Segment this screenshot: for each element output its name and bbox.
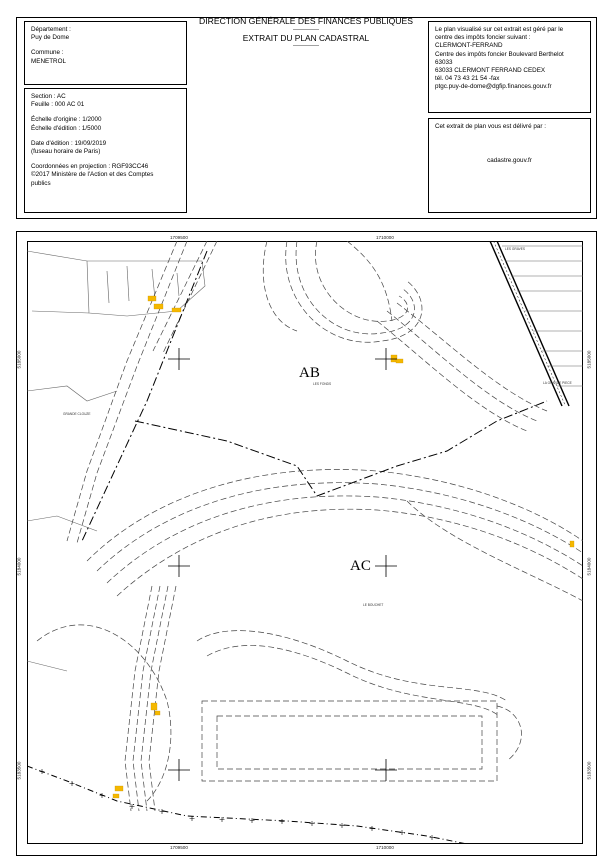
lieu-dit-label: LE BOUCHET <box>363 603 384 607</box>
office-line-2: centre des impôts foncier suivant : <box>435 34 531 42</box>
section-ab-label: AB <box>299 365 320 381</box>
echelle-origine: Échelle d'origine : 1/2000 <box>31 116 102 124</box>
page-title: DIRECTION GÉNÉRALE DES FINANCES PUBLIQUES <box>199 16 413 26</box>
office-line-3: CLERMONT-FERRAND <box>435 42 503 50</box>
coord-y-right-1: 5185000 <box>586 350 592 369</box>
coord-x-top-1: 1709500 <box>170 235 188 240</box>
section-info: Section : AC <box>31 93 66 100</box>
cadastral-map[interactable] <box>27 241 583 844</box>
lieu-dit-label: LA GRANDE PIECE <box>543 381 572 385</box>
copyright: ©2017 Ministère de l'Action et des Comptes <box>31 171 154 179</box>
delivery-site: cadastre.gouv.fr <box>487 157 532 165</box>
parcel-boundaries <box>27 246 583 671</box>
section-boundaries <box>82 251 547 541</box>
coord-x-bottom-2: 1710000 <box>376 845 394 850</box>
commune-boundary <box>27 766 467 844</box>
delivery-label: Cet extrait de plan vous est délivré par : <box>435 123 546 130</box>
departement-value: Puy de Dome <box>31 34 70 42</box>
office-line-6: 63033 CLERMONT FERRAND CEDEX <box>435 67 546 75</box>
feuille-info: Feuille : 000 AC 01 <box>31 101 85 109</box>
office-box <box>428 21 591 113</box>
coord-x-bottom-1: 1709500 <box>170 845 188 850</box>
page-subtitle: EXTRAIT DU PLAN CADASTRAL <box>242 32 370 43</box>
map-drawing <box>27 241 583 844</box>
coord-y-left-2: 5184000 <box>16 557 22 576</box>
office-line-5: 63033 <box>435 58 453 66</box>
coord-y-right-2: 5184000 <box>586 557 592 576</box>
coord-y-right-3: 5183500 <box>586 761 592 780</box>
location-box <box>24 21 187 85</box>
coord-y-left-1: 5185000 <box>16 350 22 369</box>
office-line-4: Centre des impôts foncier Boulevard Berthelot <box>435 50 564 58</box>
lieu-dit-label: GRANDE CLOUZE <box>63 412 91 416</box>
commune-label: Commune : <box>31 49 64 57</box>
departement-label: Département : <box>31 26 71 33</box>
date-edition: Date d'édition : 19/09/2019 <box>31 139 107 147</box>
coordonnees-projection: Coordonnées en projection : RGF93CC46 <box>31 163 149 171</box>
section-ac-label: AC <box>350 558 371 574</box>
title-separator: ------------- <box>293 26 319 33</box>
lieu-dit-label: LES GRAVES <box>505 247 525 251</box>
coord-x-top-2: 1710000 <box>376 235 394 240</box>
office-line-1: Le plan visualisé sur cet extrait est géré par le <box>435 26 564 33</box>
lieu-dit-label: LES FONDS <box>313 382 332 386</box>
road-network <box>37 241 583 811</box>
details-box <box>24 88 187 213</box>
delivery-box <box>428 118 591 213</box>
commune-value: MENETROL <box>31 57 66 65</box>
subtitle-separator: ------------- <box>293 43 319 49</box>
echelle-edition: Échelle d'édition : 1/5000 <box>31 124 102 132</box>
buildings <box>113 296 574 798</box>
copyright-cont: publics <box>31 179 51 187</box>
office-email: ptgc.puy-de-dome@dgfip.finances.gouv.fr <box>435 83 552 91</box>
office-line-7: tél. 04 73 43 21 54 -fax <box>435 75 500 83</box>
header-title-block <box>188 17 424 50</box>
coord-y-left-3: 5183500 <box>16 761 22 780</box>
fuseau-horaire: (fuseau horaire de Paris) <box>31 148 101 156</box>
